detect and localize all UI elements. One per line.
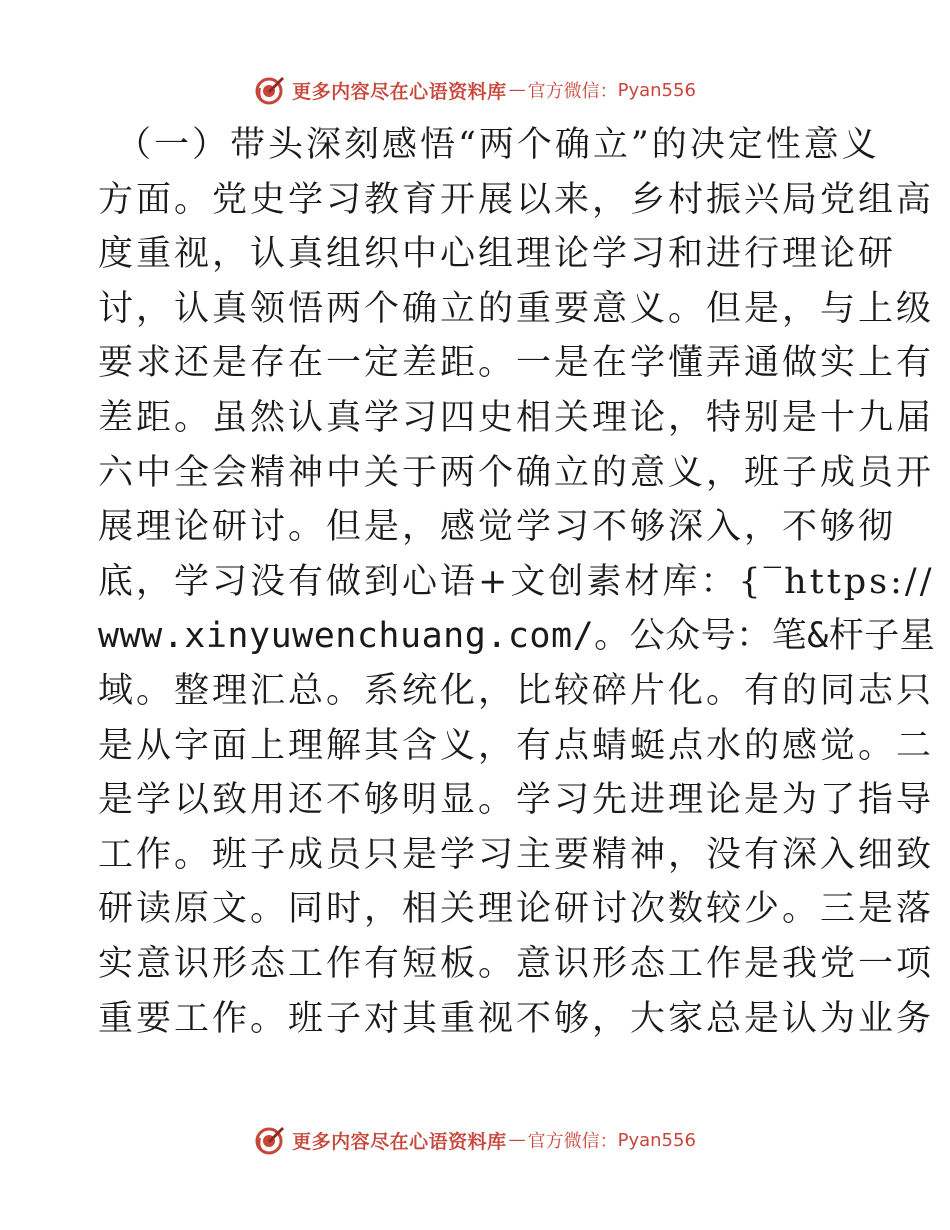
text-line: 是从字面上理解其含义，有点蜻蜓点水的感觉。二 <box>98 725 935 766</box>
footer-banner <box>0 1120 950 1160</box>
text-line: 方面。党史学习教育开展以来，乡村振兴局党组高 <box>98 179 935 220</box>
footer-contact-handle: Pyan556 <box>617 1129 696 1151</box>
pen-logo-icon <box>254 74 286 106</box>
text-line: （一）带头深刻感悟“两个确立”的决定性意义 <box>116 125 880 165</box>
text-line: 研读原文。同时，相关理论研讨次数较少。三是落 <box>98 889 935 930</box>
text-line: 展理论研讨。但是，感觉学习不够深入，不够彻 <box>98 507 897 548</box>
header-dash: — <box>508 80 526 100</box>
header-banner <box>0 70 950 110</box>
footer-dash: — <box>508 1130 526 1150</box>
text-line: 域。整理汇总。系统化，比较碎片化。有的同志只 <box>98 670 935 711</box>
text-line: 实意识形态工作有短板。意识形态工作是我党一项 <box>98 943 935 984</box>
header-slogan: 更多内容尽在心语资料库 <box>292 80 507 103</box>
text-line: 要求还是存在一定差距。一是在学懂弄通做实上有 <box>98 343 935 384</box>
header-contact-handle: Pyan556 <box>617 79 696 101</box>
text-line: 六中全会精神中关于两个确立的意义，班子成员开 <box>98 452 935 493</box>
text-line: 是学以致用还不够明显。学习先进理论是为了指导 <box>98 780 935 821</box>
text-line: 工作。班子成员只是学习主要精神，没有深入细致 <box>98 834 935 875</box>
text-line: 度重视，认真组织中心组理论学习和进行理论研 <box>98 234 897 275</box>
footer-slogan: 更多内容尽在心语资料库 <box>292 1130 507 1153</box>
pen-logo-icon <box>254 1124 286 1156</box>
footer-contact-label: 官方微信： <box>527 1131 618 1152</box>
document-body <box>98 118 936 1046</box>
text-line: 差距。虽然认真学习四史相关理论，特别是十九届 <box>98 397 935 438</box>
text-line: 底，学习没有做到心语+文创素材库：{‾https:// <box>98 561 935 602</box>
text-line: 重要工作。班子对其重视不够，大家总是认为业务 <box>98 998 935 1039</box>
text-line-url: www.xinyuwenchuang.com/。公众号：笔&杆子星 <box>98 616 936 657</box>
text-line: 讨，认真领悟两个确立的重要意义。但是，与上级 <box>98 288 935 329</box>
header-contact-label: 官方微信： <box>527 81 618 102</box>
